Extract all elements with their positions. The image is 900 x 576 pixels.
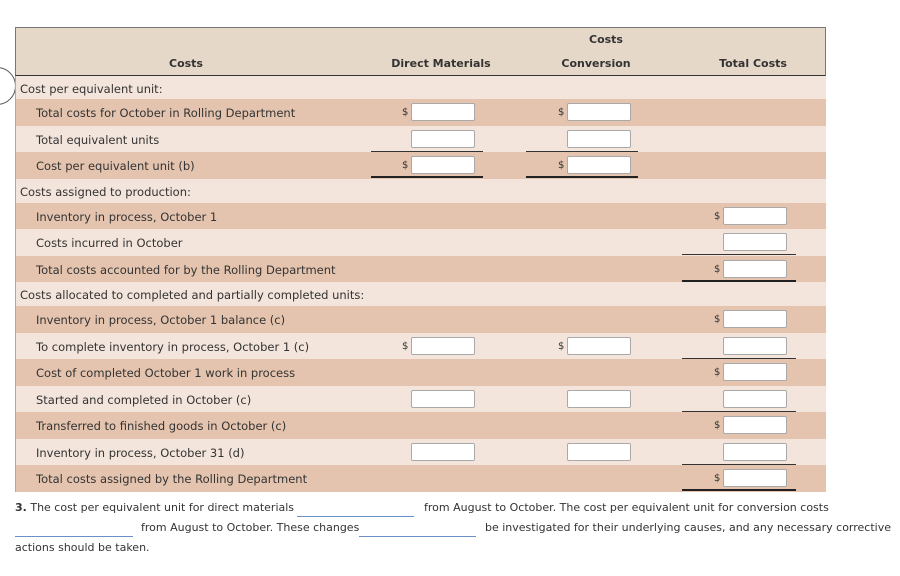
- should-select[interactable]: [359, 536, 476, 537]
- row-label: Costs incurred in October: [36, 236, 183, 250]
- row-label: Inventory in process, October 31 (d): [36, 445, 245, 460]
- row-label: Inventory in process, October 1: [36, 209, 218, 224]
- conv-cost-per-unit-input[interactable]: [567, 156, 631, 174]
- table-row: [15, 439, 826, 466]
- dollar-sign: $: [558, 340, 565, 352]
- table-row: [15, 76, 826, 99]
- dollar-sign: $: [714, 367, 721, 378]
- table-row: [15, 179, 826, 203]
- dollar-sign: $: [558, 107, 565, 118]
- total-started-completed-input[interactable]: [723, 390, 787, 408]
- table-row: [15, 99, 826, 126]
- table-row: [15, 386, 826, 413]
- table-row: [15, 203, 826, 230]
- dm-total-costs-input[interactable]: [411, 103, 475, 121]
- question-text: from August to October. The cost per equivalent unit for conversion costs: [424, 501, 829, 514]
- conv-total-costs-input[interactable]: [567, 103, 631, 121]
- row-label: Inventory in process, October 1 balance (c): [36, 313, 286, 327]
- conv-change-select[interactable]: [15, 536, 133, 537]
- question-text: be investigated for their underlying causes, and any necessary corrective: [485, 521, 892, 534]
- header-row: [15, 51, 826, 76]
- total-costs-assigned-input[interactable]: [723, 469, 787, 487]
- row-label: Total costs assigned by the Rolling Department: [36, 472, 308, 486]
- table-row: [15, 359, 826, 386]
- total-inventory-oct31-input[interactable]: [723, 443, 787, 461]
- dollar-sign: $: [558, 160, 565, 171]
- dollar-sign: $: [714, 473, 721, 484]
- conv-equivalent-units-input[interactable]: [567, 130, 631, 148]
- table-row: [15, 282, 826, 306]
- double-underline: [682, 489, 796, 491]
- dm-cost-per-unit-input[interactable]: [411, 156, 475, 174]
- conv-to-complete-input[interactable]: [567, 337, 631, 355]
- dollar-sign: $: [402, 160, 409, 171]
- dm-inventory-oct31-input[interactable]: [411, 443, 475, 461]
- conv-inventory-oct31-input[interactable]: [567, 443, 631, 461]
- col-header-conversion: Conversion: [561, 57, 631, 70]
- col-header-direct-materials: Direct Materials: [391, 57, 491, 70]
- row-label: Costs assigned to production:: [20, 184, 191, 199]
- row-label: Costs allocated to completed and partially completed units:: [20, 288, 365, 302]
- question-3-line1: [15, 501, 294, 514]
- dollar-sign: $: [402, 107, 409, 118]
- table-row: [15, 306, 826, 333]
- dm-change-select[interactable]: [297, 516, 414, 517]
- costs-group-header: Costs: [589, 33, 623, 46]
- row-label: Cost of completed October 1 work in process: [36, 366, 296, 380]
- table-row: [15, 256, 826, 283]
- table-row: [15, 152, 826, 179]
- radio-circle-partial: [0, 67, 16, 105]
- table-row: [15, 412, 826, 439]
- cost-table: [15, 27, 826, 492]
- col-header-costs: Costs: [169, 57, 203, 70]
- col-header-total-costs: Total Costs: [719, 57, 787, 70]
- row-label: Total costs accounted for by the Rolling Department: [36, 262, 336, 277]
- table-row: [15, 126, 826, 153]
- dollar-sign: $: [714, 420, 721, 431]
- row-label: Total equivalent units: [36, 132, 160, 147]
- dollar-sign: $: [714, 210, 721, 222]
- question-text: The cost per equivalent unit for direct materials: [30, 501, 295, 514]
- total-transferred-input[interactable]: [723, 416, 787, 434]
- total-costs-incurred-input[interactable]: [723, 233, 787, 251]
- dollar-sign: $: [402, 340, 409, 352]
- total-completed-wip-input[interactable]: [723, 363, 787, 381]
- total-to-complete-input[interactable]: [723, 337, 787, 355]
- dollar-sign: $: [714, 314, 721, 325]
- table-row: [15, 465, 826, 492]
- row-label: Cost per equivalent unit:: [20, 82, 163, 96]
- header-row-top: [15, 27, 826, 51]
- question-text: from August to October. These changes: [141, 521, 360, 534]
- dm-equivalent-units-input[interactable]: [411, 130, 475, 148]
- total-costs-accounted-input[interactable]: [723, 260, 787, 278]
- row-label: Cost per equivalent unit (b): [36, 159, 195, 173]
- total-inventory-balance-input[interactable]: [723, 310, 787, 328]
- row-label: Started and completed in October (c): [36, 392, 252, 407]
- row-label: Transferred to finished goods in October (c): [36, 419, 287, 433]
- table-row: [15, 333, 826, 360]
- dm-to-complete-input[interactable]: [411, 337, 475, 355]
- total-inventory-oct1-input[interactable]: [723, 207, 787, 225]
- question-text: actions should be taken.: [15, 541, 150, 554]
- row-label: To complete inventory in process, October 1 (c): [36, 339, 310, 354]
- conv-started-completed-input[interactable]: [567, 390, 631, 408]
- question-number: 3.: [15, 501, 27, 514]
- table-row: [15, 229, 826, 256]
- row-label: Total costs for October in Rolling Department: [36, 106, 296, 120]
- dollar-sign: $: [714, 263, 721, 275]
- dm-started-completed-input[interactable]: [411, 390, 475, 408]
